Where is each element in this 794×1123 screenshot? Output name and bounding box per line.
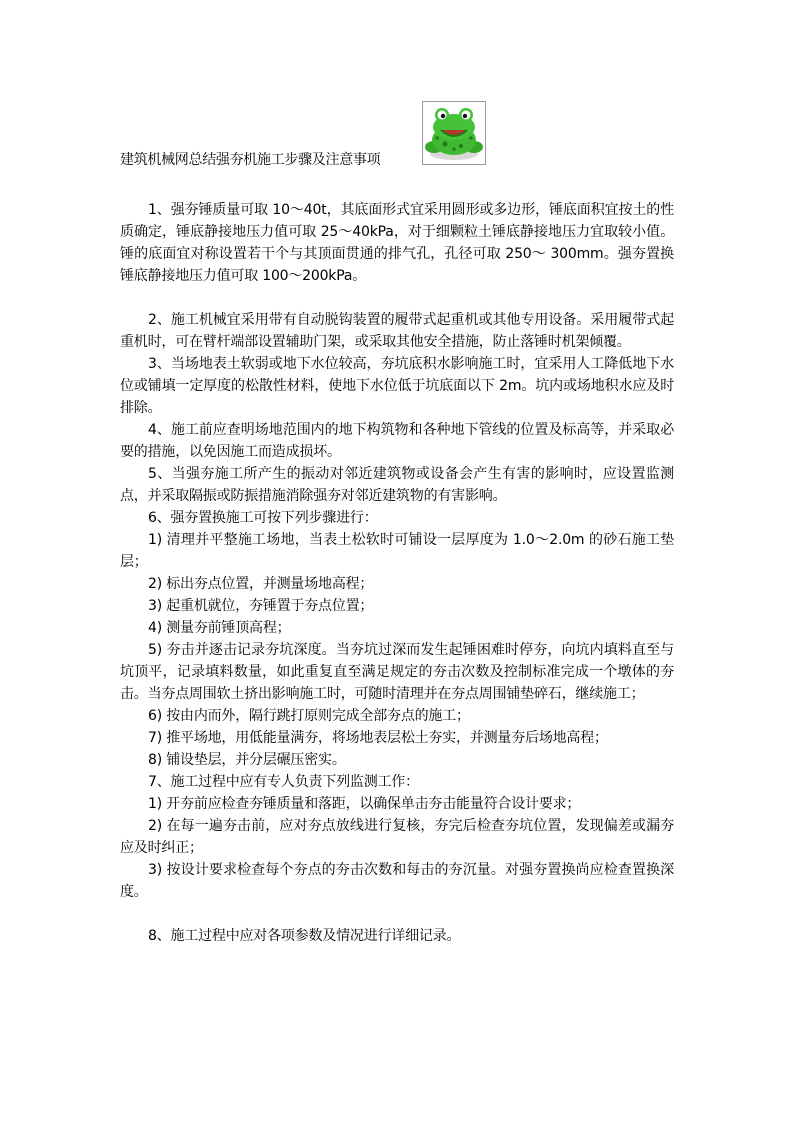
list-item: 1) 开夯前应检查夯锤质量和落距，以确保单击夯击能量符合设计要求； <box>148 796 581 812</box>
list-item: 2) 标出夯点位置，并测量场地高程； <box>148 576 374 592</box>
list-item: 1) 清理并平整施工场地，当表土松软时可铺设一层厚度为 1.0～2.0m 的砂石施工垫层； <box>120 532 674 570</box>
paragraph-6: 6、强夯置换施工可按下列步骤进行： <box>148 510 378 526</box>
paragraph-4: 4、施工前应查明场地范围内的地下构筑物和各种地下管线的位置及标高等，并采取必要的措施，以免因施工而造成损坏。 <box>120 422 674 460</box>
paragraph-7: 7、施工过程中应有专人负责下列监测工作： <box>148 774 419 790</box>
list-item: 7) 推平场地，用低能量满夯，将场地表层松土夯实，并测量夯后场地高程； <box>148 730 608 746</box>
paragraph-2: 2、施工机械宜采用带有自动脱钩装置的履带式起重机或其他专用设备。采用履带式起重机时，可在臂杆端部设置辅助门架，或采取其他安全措施，防止落锤时机架倾覆。 <box>120 312 674 350</box>
frog-icon <box>423 102 485 164</box>
title-row <box>120 101 500 167</box>
paragraph-1: 1、强夯锤质量可取 10～40t，其底面形式宜采用圆形或多边形，锤底面积宜按土的性质确定，锤底静接地压力值可取 25～40kPa，对于细颗粒土锤底静接地压力宜取较小值。锤的底面宜对称设置若干个与其顶面贯通的排气孔，孔径可取 250～ 300mm。强夯置换锤底静接地压力值可取 100～200kPa。 <box>120 202 674 284</box>
list-item: 3) 按设计要求检查每个夯点的夯击次数和每击的夯沉量。对强夯置换尚应检查置换深度。 <box>120 862 674 900</box>
list-item: 5) 夯击并逐击记录夯坑深度。当夯坑过深而发生起锤困难时停夯，向坑内填料直至与坑顶平，记录填料数量，如此重复直至满足规定的夯击次数及控制标准完成一个墩体的夯击。当夯点周围软土挤出影响施工时，可随时清理并在夯点周围铺垫碎石，继续施工； <box>120 642 674 702</box>
list-item: 3) 起重机就位，夯锤置于夯点位置； <box>148 598 374 614</box>
paragraph-5: 5、当强夯施工所产生的振动对邻近建筑物或设备会产生有害的影响时，应设置监测点，并采取隔振或防振措施消除强夯对邻近建筑物的有害影响。 <box>120 466 674 504</box>
paragraph-3: 3、当场地表土软弱或地下水位较高，夯坑底积水影响施工时，宜采用人工降低地下水位或铺填一定厚度的松散性材料，使地下水位低于坑底面以下 2m。坑内或场地积水应及时排除。 <box>120 356 674 416</box>
paragraph-8: 8、施工过程中应对各项参数及情况进行详细记录。 <box>148 928 461 944</box>
list-item: 2) 在每一遍夯击前，应对夯点放线进行复核，夯完后检查夯坑位置，发现偏差或漏夯应及时纠正； <box>120 818 674 856</box>
document-body <box>120 199 674 947</box>
list-item: 8) 铺设垫层，并分层碾压密实。 <box>148 752 346 768</box>
list-item: 4) 测量夯前锤顶高程； <box>148 620 291 636</box>
list-item: 6) 按由内而外，隔行跳打原则完成全部夯点的施工； <box>148 708 470 724</box>
document-title: 建筑机械网总结强夯机施工步骤及注意事项 <box>120 152 381 168</box>
frog-image <box>422 101 486 165</box>
